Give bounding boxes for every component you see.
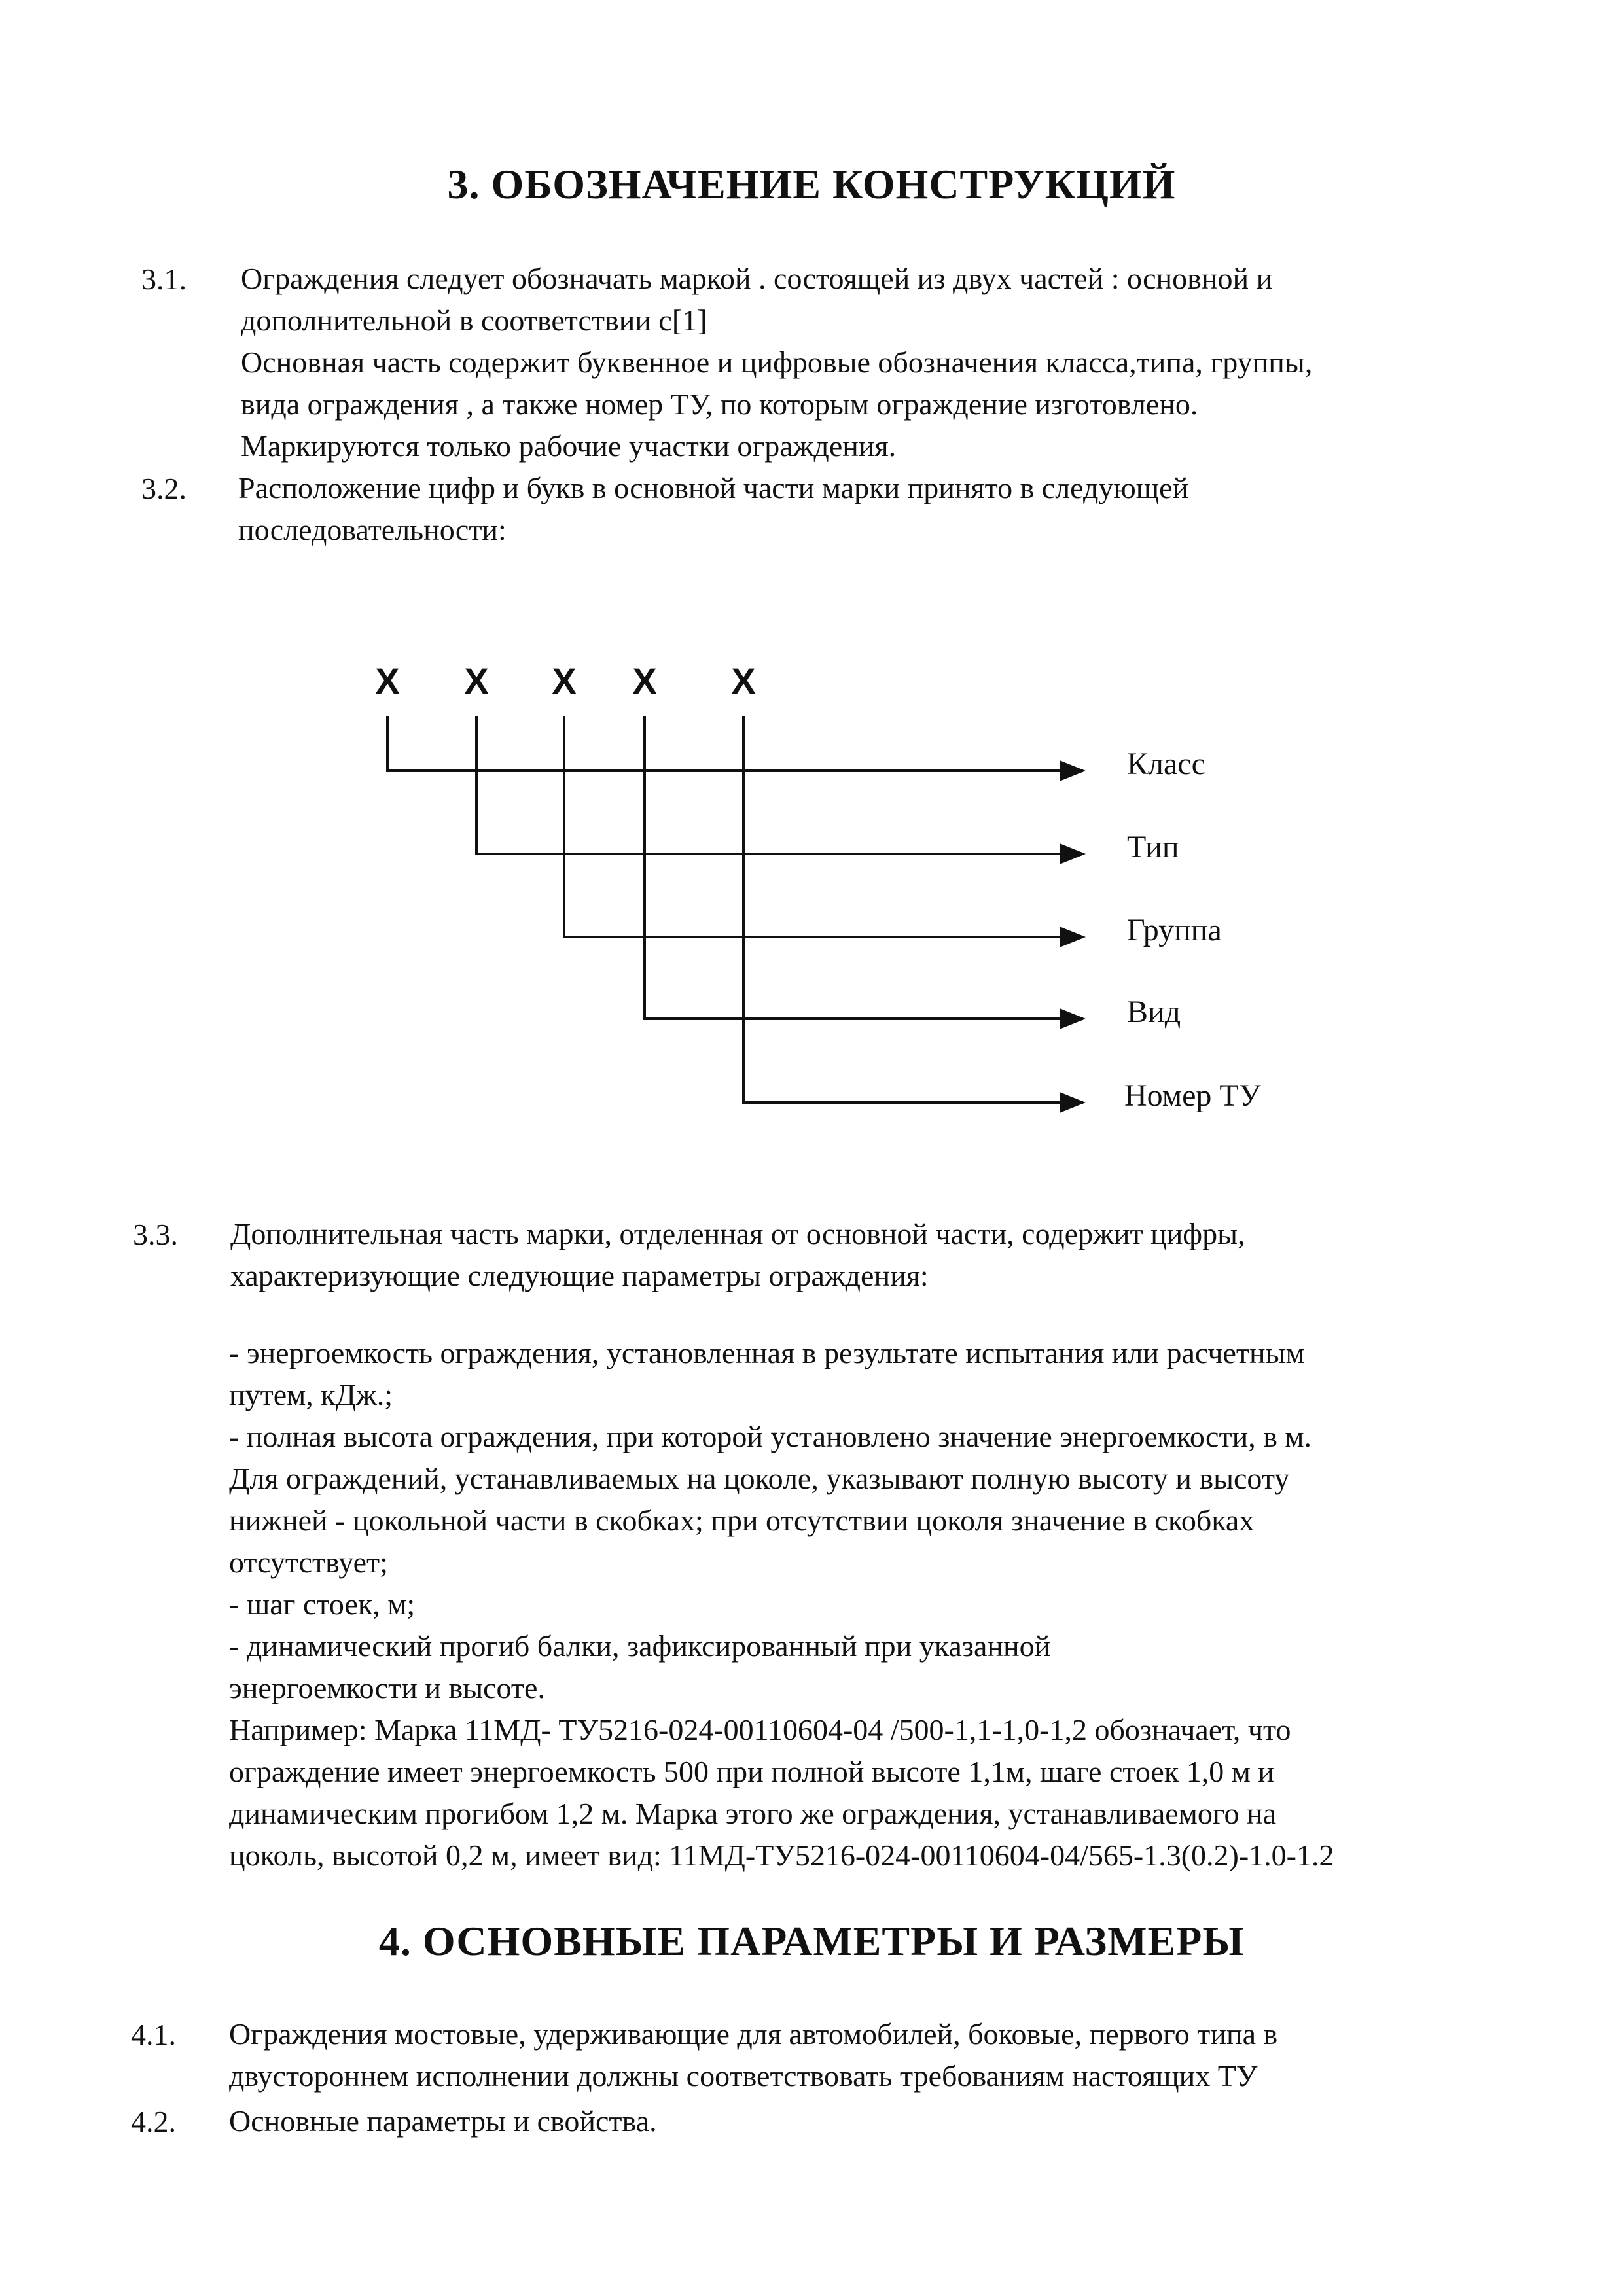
text-line: - энергоемкость ограждения, установленная в результате испытания или расчетным [229,1336,1305,1369]
text-line: энергоемкости и высоте. [229,1671,545,1704]
text-line: Основная часть содержит буквенное и цифровые обозначения класса,типа, группы, [241,345,1313,379]
clause-4-1-number: 4.1. [131,2018,176,2051]
clause-4-2-number: 4.2. [131,2105,176,2138]
text-line: Дополнительная часть марки, отделенная от основной части, содержит цифры, [230,1217,1245,1250]
text-line: Основные параметры и свойства. [229,2104,657,2138]
clause-3-3-text [230,1213,1245,1297]
text-line: путем, кДж.; [229,1378,393,1411]
diagram-symbol: X [552,660,577,701]
clause-3-1-number: 3.1. [141,262,187,296]
text-line: - шаг стоек, м; [229,1587,416,1621]
connector-class [387,716,1083,771]
clause-4-1-text [229,2013,1277,2097]
label-tu-number: Номер ТУ [1124,1078,1261,1113]
connector-kind [645,716,1083,1019]
clause-3-3-number: 3.3. [133,1218,178,1251]
text-line: нижней - цокольной части в скобках; при отсутствии цоколя значение в скобках [229,1504,1255,1537]
label-type: Тип [1127,830,1179,864]
text-line: динамическим прогибом 1,2 м. Марка этого же ограждения, устанавливаемого на [229,1797,1277,1830]
clause-3-2-number: 3.2. [141,472,187,505]
diagram-symbol: X [632,660,657,701]
text-line: цоколь, высотой 0,2 м, имеет вид: 11МД-ТУ5216-024-00110604-04/565-1.3(0.2)-1.0-1.2 [229,1839,1334,1872]
text-line: вида ограждения , а также номер ТУ, по которым ограждение изготовлено. [241,387,1198,421]
label-kind: Вид [1127,995,1181,1029]
section-4-heading: 4. ОСНОВНЫЕ ПАРАМЕТРЫ И РАЗМЕРЫ [378,1918,1245,1964]
clause-3-3-details [229,1332,1334,1877]
text-line: отсутствует; [229,1545,388,1579]
label-group: Группа [1127,913,1222,947]
connector-tu-number [743,716,1083,1103]
text-line: ограждение имеет энергоемкость 500 при полной высоте 1,1м, шаге стоек 1,0 м и [229,1755,1274,1788]
clause-4-2-text [229,2100,657,2142]
text-line: - динамический прогиб балки, зафиксированный при указанной [229,1629,1051,1663]
text-line: - полная высота ограждения, при которой установлено значение энергоемкости, в м. [229,1420,1312,1453]
text-line: Маркируются только рабочие участки ограждения. [241,429,897,463]
diagram-symbol: X [731,660,756,701]
diagram-symbol: X [464,660,489,701]
text-line: двустороннем исполнении должны соответствовать требованиям настоящих ТУ [229,2059,1258,2093]
text-line: характеризующие следующие параметры ограждения: [230,1259,929,1292]
section-3-heading: 3. ОБОЗНАЧЕНИЕ КОНСТРУКЦИЙ [447,161,1176,207]
label-class: Класс [1127,747,1205,781]
text-line: Например: Марка 11МД- ТУ5216-024-00110604-04 /500-1,1-1,0-1,2 обозначает, что [229,1713,1291,1746]
text-line: последовательности: [238,513,507,546]
text-line: дополнительной в соответствии с[1] [241,304,707,337]
text-line: Для ограждений, устанавливаемых на цоколе, указывают полную высоту и высоту [229,1462,1290,1495]
connector-group [564,716,1083,937]
diagram-symbol: X [375,660,400,701]
connector-type [476,716,1083,854]
text-line: Ограждения мостовые, удерживающие для автомобилей, боковые, первого типа в [229,2017,1278,2051]
text-line: Расположение цифр и букв в основной части марки принято в следующей [238,471,1189,504]
text-line: Ограждения следует обозначать маркой . состоящей из двух частей : основной и [241,262,1273,295]
